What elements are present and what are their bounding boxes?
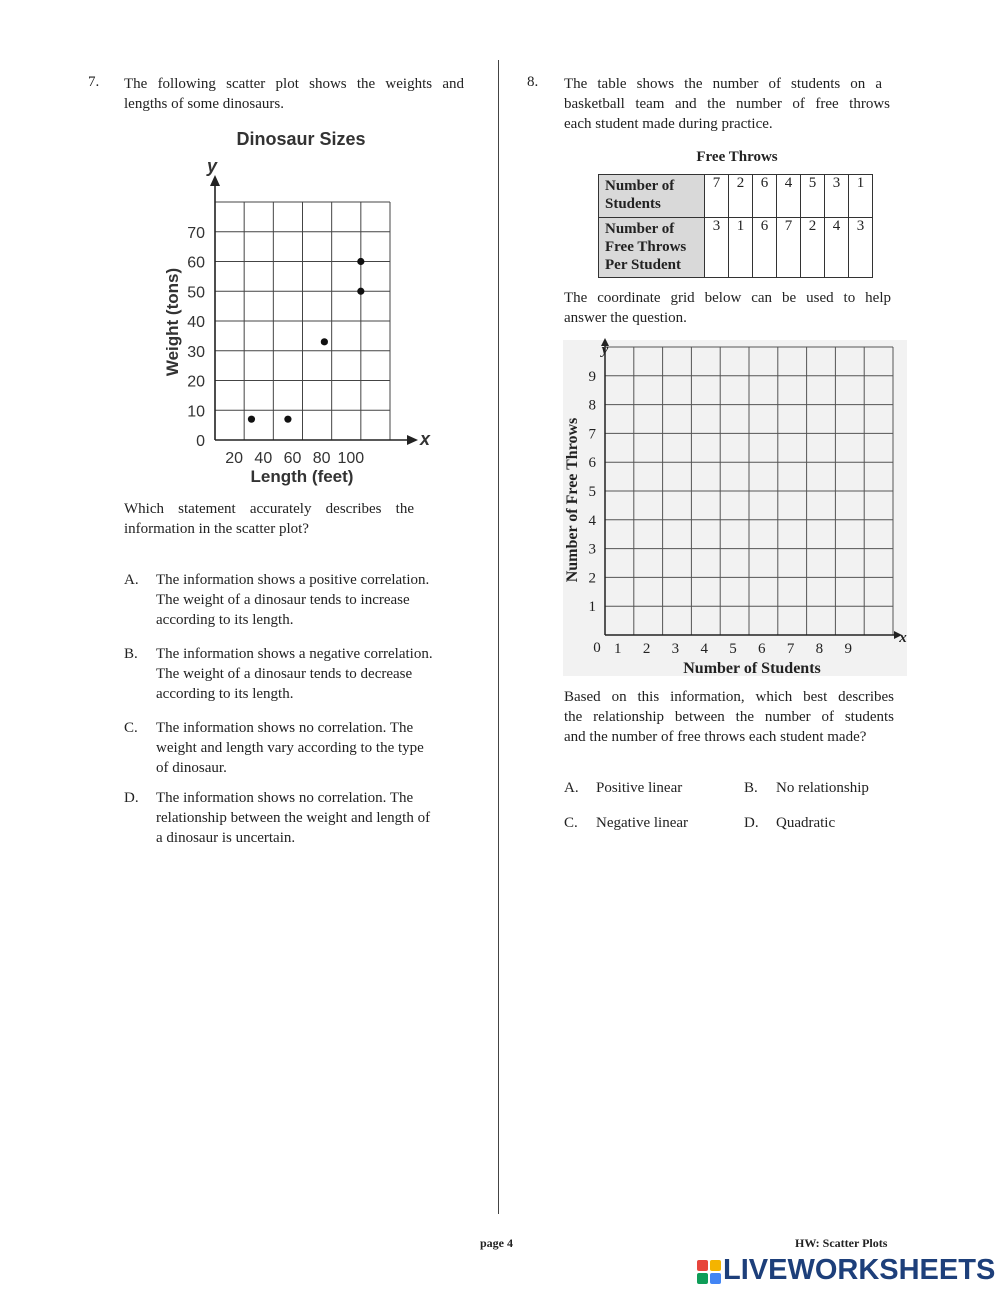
y-tick-label: 10 bbox=[187, 403, 205, 421]
x-tick-label: 9 bbox=[844, 641, 852, 657]
option-letter: A. bbox=[124, 572, 139, 588]
x-axis-label: Length (feet) bbox=[250, 467, 354, 486]
option-letter: B. bbox=[124, 646, 138, 662]
data-point bbox=[321, 338, 328, 345]
question-7-option-a[interactable] bbox=[124, 570, 470, 632]
option-text-line: relationship between the weight and length of bbox=[156, 810, 431, 826]
logo-text: LIVEWORKSHEETS bbox=[723, 1254, 996, 1286]
question-8-option-d[interactable] bbox=[744, 813, 914, 833]
question-8-prompt-line: basketball team and the number of free throws bbox=[564, 96, 890, 112]
question-8-prompt-line: The table shows the number of students on a bbox=[564, 76, 882, 92]
option-text-line: of dinosaur. bbox=[156, 760, 227, 776]
grid-note bbox=[564, 288, 894, 328]
logo-square bbox=[697, 1273, 708, 1284]
question-8-number: 8. bbox=[527, 74, 539, 90]
x-axis-letter: x bbox=[899, 630, 907, 646]
option-letter: D. bbox=[124, 790, 139, 806]
y-tick-label: 7 bbox=[588, 426, 596, 443]
y-tick-label: 9 bbox=[588, 368, 596, 385]
option-text: No relationship bbox=[776, 780, 869, 796]
y-axis-label: Weight (tons) bbox=[163, 267, 182, 377]
question-7-option-b[interactable] bbox=[124, 644, 470, 706]
grid-note-line: answer the question. bbox=[564, 310, 687, 326]
question-8-option-b[interactable] bbox=[744, 778, 914, 798]
y-tick-label: 8 bbox=[588, 397, 596, 414]
chart-points bbox=[248, 258, 365, 423]
y-tick-label: 40 bbox=[187, 314, 205, 331]
liveworksheets-logo bbox=[697, 1254, 996, 1287]
option-letter: C. bbox=[564, 815, 578, 831]
logo-square bbox=[697, 1260, 708, 1271]
x-tick-label: 40 bbox=[254, 450, 273, 467]
column-divider bbox=[498, 60, 499, 1214]
option-text-line: according to its length. bbox=[156, 686, 294, 702]
worksheet-title: HW: Scatter Plots bbox=[795, 1236, 888, 1250]
logo-square bbox=[710, 1260, 721, 1271]
header-line: Students bbox=[605, 196, 661, 212]
option-text-line: The information shows a positive correlation. bbox=[156, 572, 430, 588]
question-8-option-c[interactable] bbox=[564, 813, 734, 833]
x-tick-label: 7 bbox=[786, 641, 795, 657]
chart-axes bbox=[210, 175, 418, 445]
data-point bbox=[357, 258, 364, 265]
question-8-prompt-line: each student made during practice. bbox=[564, 116, 773, 132]
question-7-number: 7. bbox=[88, 74, 100, 90]
table-title: Free Throws bbox=[696, 149, 778, 165]
y-tick-label: 50 bbox=[187, 284, 205, 302]
x-tick-label: 80 bbox=[312, 450, 331, 467]
question-8-question-line: Based on this information, which best describes bbox=[564, 689, 894, 705]
table-cell: 3 bbox=[825, 175, 849, 218]
header-line: Number of bbox=[605, 221, 675, 237]
table-cell: 6 bbox=[753, 175, 777, 218]
option-text-line: weight and length vary according to the type bbox=[156, 740, 424, 756]
table-cell: 6 bbox=[753, 218, 777, 278]
question-7-question bbox=[124, 499, 444, 539]
x-tick-label: 100 bbox=[337, 450, 365, 467]
data-point bbox=[248, 416, 255, 423]
y-tick-label: 5 bbox=[588, 484, 596, 500]
x-tick-label: 8 bbox=[815, 641, 824, 657]
x-tick-label: 4 bbox=[700, 641, 708, 657]
table-cell: 1 bbox=[729, 218, 753, 278]
question-7-question-line: Which statement accurately describes the bbox=[124, 501, 414, 517]
question-7-prompt-line: lengths of some dinosaurs. bbox=[124, 96, 284, 112]
table-cell: 7 bbox=[777, 218, 801, 278]
header-line: Per Student bbox=[605, 257, 681, 273]
grid-note-line: The coordinate grid below can be used to help bbox=[564, 290, 891, 306]
table-cell: 3 bbox=[849, 218, 873, 278]
y-tick-label: 3 bbox=[588, 541, 596, 558]
option-text-line: The information shows no correlation. The bbox=[156, 790, 414, 806]
question-8-option-a[interactable] bbox=[564, 778, 734, 798]
question-8-prompt bbox=[564, 74, 890, 134]
option-letter: C. bbox=[124, 720, 138, 736]
table-cell: 4 bbox=[777, 175, 801, 218]
y-tick-label: 0 bbox=[196, 433, 205, 450]
x-tick-label: 5 bbox=[729, 641, 737, 657]
option-text-line: The weight of a dinosaur tends to increase bbox=[156, 592, 410, 608]
dinosaur-scatter-chart bbox=[150, 122, 450, 492]
option-text bbox=[156, 570, 468, 630]
table-cell: 2 bbox=[801, 218, 825, 278]
option-text-line: a dinosaur is uncertain. bbox=[156, 830, 296, 846]
table-cell: 7 bbox=[705, 175, 729, 218]
option-text: Negative linear bbox=[596, 815, 689, 831]
x-tick-label: 6 bbox=[758, 641, 766, 657]
table-row bbox=[599, 175, 873, 218]
option-text bbox=[156, 644, 468, 704]
table-cell: 1 bbox=[849, 175, 873, 218]
x-axis-label: Number of Students bbox=[683, 660, 821, 677]
free-throws-table bbox=[598, 174, 873, 278]
question-7-question-line: information in the scatter plot? bbox=[124, 521, 309, 537]
x-tick-label: 2 bbox=[642, 641, 651, 657]
question-8-question-line: the relationship between the number of students bbox=[564, 709, 894, 725]
logo-icon bbox=[697, 1260, 721, 1284]
y-tick-label: 60 bbox=[187, 254, 205, 272]
table-cell: 3 bbox=[705, 218, 729, 278]
table-row bbox=[599, 218, 873, 278]
y-tick-label: 4 bbox=[588, 512, 596, 529]
option-text bbox=[156, 718, 468, 778]
option-text-line: The information shows a negative correlation. bbox=[156, 646, 433, 662]
grid-background bbox=[563, 340, 907, 676]
option-text-line: according to its length. bbox=[156, 612, 294, 628]
page-number: page 4 bbox=[480, 1236, 513, 1250]
x-tick-label: 3 bbox=[671, 641, 680, 657]
chart-title: Dinosaur Sizes bbox=[236, 129, 366, 149]
option-text bbox=[156, 788, 468, 848]
option-text: Quadratic bbox=[776, 815, 836, 831]
y-tick-label: 30 bbox=[187, 343, 205, 361]
option-text-line: The weight of a dinosaur tends to decrease bbox=[156, 666, 413, 682]
option-text: Positive linear bbox=[596, 780, 683, 796]
y-axis-letter: y bbox=[206, 156, 218, 176]
free-throws-coordinate-grid[interactable] bbox=[560, 338, 910, 678]
option-letter: A. bbox=[564, 780, 579, 796]
option-text-line: The information shows no correlation. The bbox=[156, 720, 414, 736]
data-point bbox=[284, 416, 291, 423]
x-tick-label: 1 bbox=[614, 641, 622, 657]
logo-square bbox=[710, 1273, 721, 1284]
header-line: Free Throws bbox=[605, 239, 687, 255]
table-row-header bbox=[599, 175, 705, 218]
question-7-prompt-line: The following scatter plot shows the weights and bbox=[124, 76, 464, 92]
x-tick-label: 20 bbox=[225, 450, 244, 467]
table-cell: 5 bbox=[801, 175, 825, 218]
y-axis-letter: y bbox=[601, 342, 609, 358]
table-row-header bbox=[599, 218, 705, 278]
y-tick-label: 70 bbox=[187, 224, 205, 242]
header-line: Number of bbox=[605, 178, 675, 194]
y-tick-label: 1 bbox=[588, 599, 596, 616]
data-point bbox=[357, 288, 364, 295]
chart-grid bbox=[215, 202, 390, 440]
option-letter: B. bbox=[744, 780, 758, 796]
question-7-prompt bbox=[124, 74, 464, 114]
y-tick-label: 2 bbox=[588, 570, 596, 587]
option-letter: D. bbox=[744, 815, 759, 831]
y-tick-label: 20 bbox=[187, 373, 205, 391]
table-cell: 4 bbox=[825, 218, 849, 278]
table-cell: 2 bbox=[729, 175, 753, 218]
question-7-option-d[interactable] bbox=[124, 788, 470, 850]
x-axis-letter: x bbox=[419, 429, 431, 449]
question-8-question bbox=[564, 687, 914, 747]
y-tick-label: 6 bbox=[588, 455, 596, 472]
x-tick-label: 60 bbox=[283, 450, 302, 467]
question-8-question-line: and the number of free throws each student made? bbox=[564, 729, 867, 745]
x-axis-arrow bbox=[407, 435, 418, 445]
y-axis-arrow bbox=[210, 175, 220, 186]
question-7-option-c[interactable] bbox=[124, 718, 470, 780]
y-axis-label: Number of Free Throws bbox=[564, 417, 581, 583]
origin-label: 0 bbox=[593, 640, 601, 656]
